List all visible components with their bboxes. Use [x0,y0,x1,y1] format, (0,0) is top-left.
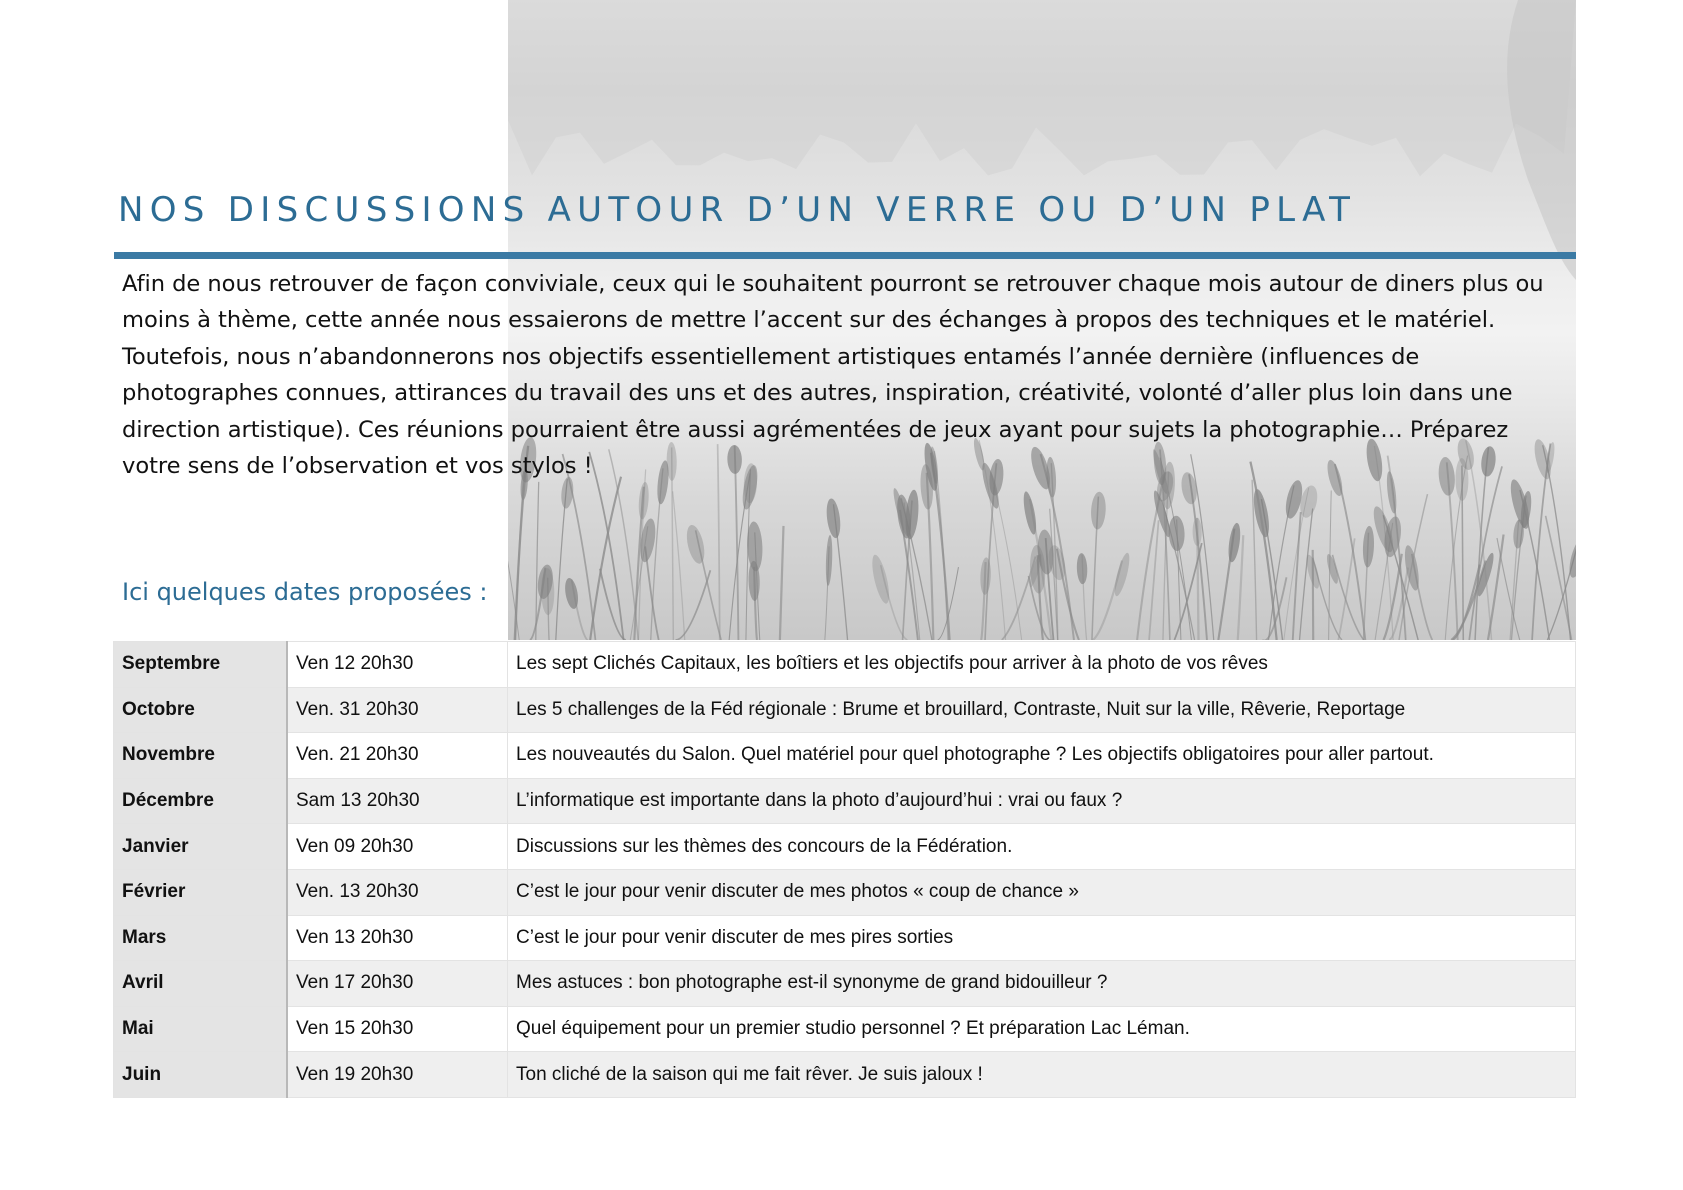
date-cell: Ven 19 20h30 [287,1052,508,1098]
month-cell: Janvier [114,824,288,870]
schedule-table [113,641,1576,1098]
table-row [114,824,1576,870]
topic-cell: C’est le jour pour venir discuter de mes photos « coup de chance » [508,869,1576,915]
title-divider [114,252,1576,259]
topic-cell: C’est le jour pour venir discuter de mes pires sorties [508,915,1576,961]
date-cell: Ven. 31 20h30 [287,687,508,733]
month-cell: Septembre [114,642,288,688]
date-cell: Ven 15 20h30 [287,1006,508,1052]
table-row [114,915,1576,961]
table-row [114,733,1576,779]
month-cell: Février [114,869,288,915]
topic-cell: L’informatique est importante dans la photo d’aujourd’hui : vrai ou faux ? [508,778,1576,824]
intro-paragraph: Afin de nous retrouver de façon conviviale, ceux qui le souhaitent pourront se retrouver chaque mois autour de diners plus ou moins à thème, cette année nous essaierons de mettre l’accent sur des échanges à propos des techniques et le matériel. Toutefois, nous n’abandonnerons nos objectifs essentiellement artistiques entamés l’année dernière (influences de photographes connues, attirances du travail des uns et des autres, inspiration, créativité, volonté d’aller plus loin dans une direction artistique). Ces réunions pourraient être aussi agrémentées de jeux ayant pour sujets la photographie… Préparez votre sens de l’observation et vos stylos ! [122,271,1544,480]
table-row [114,1006,1576,1052]
table-row [114,869,1576,915]
month-cell: Juin [114,1052,288,1098]
month-cell: Octobre [114,687,288,733]
table-row [114,687,1576,733]
month-cell: Décembre [114,778,288,824]
table-row [114,778,1576,824]
month-cell: Mars [114,915,288,961]
page-title: NOS DISCUSSIONS AUTOUR D’UN VERRE OU D’UN PLAT [118,190,1357,230]
date-cell: Ven 13 20h30 [287,915,508,961]
dates-subtitle: Ici quelques dates proposées : [122,578,488,606]
topic-cell: Ton cliché de la saison qui me fait rêver. Je suis jaloux ! [508,1052,1576,1098]
date-cell: Ven. 21 20h30 [287,733,508,779]
topic-cell: Quel équipement pour un premier studio personnel ? Et préparation Lac Léman. [508,1006,1576,1052]
date-cell: Ven 12 20h30 [287,642,508,688]
table-row [114,1052,1576,1098]
date-cell: Ven 09 20h30 [287,824,508,870]
topic-cell: Les sept Clichés Capitaux, les boîtiers et les objectifs pour arriver à la photo de vos rêves [508,642,1576,688]
date-cell: Ven. 13 20h30 [287,869,508,915]
month-cell: Mai [114,1006,288,1052]
month-cell: Novembre [114,733,288,779]
month-cell: Avril [114,961,288,1007]
table-row [114,961,1576,1007]
date-cell: Ven 17 20h30 [287,961,508,1007]
topic-cell: Les nouveautés du Salon. Quel matériel pour quel photographe ? Les objectifs obligatoires pour aller partout. [508,733,1576,779]
topic-cell: Discussions sur les thèmes des concours de la Fédération. [508,824,1576,870]
topic-cell: Les 5 challenges de la Féd régionale : Brume et brouillard, Contraste, Nuit sur la ville, Rêverie, Reportage [508,687,1576,733]
table-row [114,642,1576,688]
topic-cell: Mes astuces : bon photographe est-il synonyme de grand bidouilleur ? [508,961,1576,1007]
date-cell: Sam 13 20h30 [287,778,508,824]
